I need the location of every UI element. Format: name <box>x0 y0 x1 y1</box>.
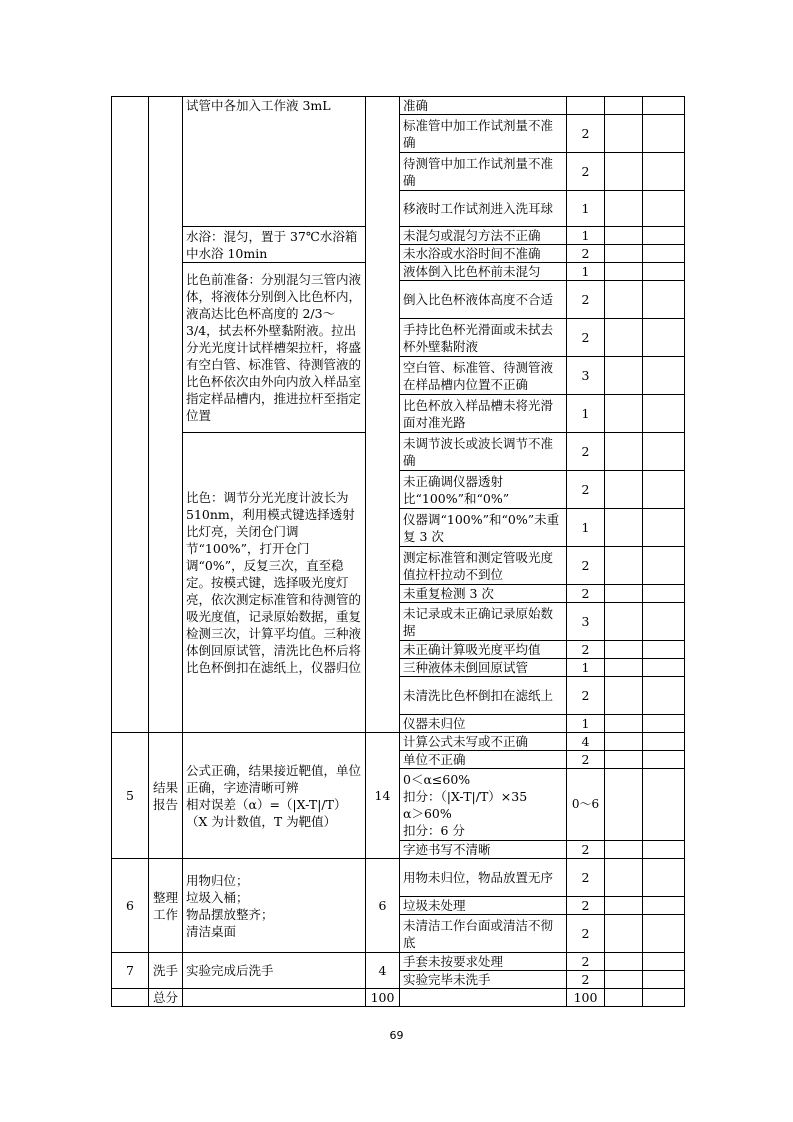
cell-blank <box>605 641 643 659</box>
cell-blank <box>605 281 643 319</box>
deduction-item: 准确 <box>400 97 567 115</box>
cell-blank <box>643 509 685 547</box>
deduction-score: 2 <box>567 953 605 971</box>
section-number: 5 <box>112 733 149 859</box>
deduction-item: 未正确调仪器透射比“100%”和“0%” <box>400 471 567 509</box>
cell-blank <box>643 989 685 1007</box>
cell-blank <box>643 357 685 395</box>
cell-blank <box>605 319 643 357</box>
formula-line: 0＜α≤60% <box>403 771 471 787</box>
cell-blank <box>605 677 643 715</box>
deduction-item: 未调节波长或波长调节不准确 <box>400 433 567 471</box>
deduction-item: 未水浴或水浴时间不准确 <box>400 245 567 263</box>
cell-blank <box>605 191 643 227</box>
deduction-score: 2 <box>567 841 605 859</box>
deduction-item: 仪器未归位 <box>400 715 567 733</box>
table-row <box>112 97 685 115</box>
cell-blank <box>605 841 643 859</box>
deduction-item: 未正确计算吸光度平均值 <box>400 641 567 659</box>
cell-blank <box>643 953 685 971</box>
cell-blank <box>643 715 685 733</box>
cell-blank <box>605 715 643 733</box>
desc-line: 清洁桌面 <box>186 923 237 939</box>
deduction-score: 1 <box>567 227 605 245</box>
cell-blank <box>643 971 685 989</box>
cell-blank <box>643 859 685 897</box>
deduction-score: 2 <box>567 547 605 585</box>
section-points: 4 <box>366 953 400 989</box>
cell-blank <box>605 659 643 677</box>
page-number: 69 <box>389 1029 404 1042</box>
cell-points <box>366 97 400 733</box>
deduction-score: 2 <box>567 641 605 659</box>
deduction-score: 2 <box>567 971 605 989</box>
cell-blank <box>605 915 643 953</box>
deduction-score: 2 <box>567 859 605 897</box>
deduction-item: 液体倒入比色杯前未混匀 <box>400 263 567 281</box>
cell-blank <box>605 769 643 841</box>
cell-blank <box>643 281 685 319</box>
section-number: 7 <box>112 953 149 989</box>
cell-blank <box>605 115 643 153</box>
formula-line: 扣分：（|X-T|/T）×35 <box>403 788 528 804</box>
deduction-item: 三种液体未倒回原试管 <box>400 659 567 677</box>
deduction-item: 未清洗比色杯倒扣在滤纸上 <box>400 677 567 715</box>
cell-blank <box>643 915 685 953</box>
table-row <box>112 859 685 897</box>
deduction-score: 1 <box>567 395 605 433</box>
cell-blank <box>605 585 643 603</box>
deduction-item: 倒入比色杯液体高度不合适 <box>400 281 567 319</box>
deduction-item: 未重复检测 3 次 <box>400 585 567 603</box>
table-row <box>112 953 685 971</box>
cell-blank <box>643 677 685 715</box>
deduction-score: 2 <box>567 585 605 603</box>
cell-blank <box>183 989 366 1007</box>
deduction-score: 1 <box>567 659 605 677</box>
cell-blank <box>605 245 643 263</box>
cell-blank <box>605 395 643 433</box>
desc-line: （X 为计数值，T 为靶值） <box>186 813 337 829</box>
cell-blank <box>605 989 643 1007</box>
step-desc-water-bath: 水浴：混匀，置于 37℃水浴箱中水浴 10min <box>183 227 366 263</box>
cell-blank <box>112 989 149 1007</box>
cell-blank <box>605 897 643 915</box>
deduction-score: 2 <box>567 245 605 263</box>
deduction-score <box>567 97 605 115</box>
cell-blank <box>605 97 643 115</box>
section-points: 14 <box>366 733 400 859</box>
section-points: 6 <box>366 859 400 953</box>
cell-blank <box>643 603 685 641</box>
table-row <box>112 733 685 751</box>
cell-blank <box>643 751 685 769</box>
total-points: 100 <box>366 989 400 1007</box>
cell-blank <box>643 97 685 115</box>
deduction-item: 实验完毕未洗手 <box>400 971 567 989</box>
cell-blank <box>605 357 643 395</box>
deduction-item: 垃圾未处理 <box>400 897 567 915</box>
desc-line: 物品摆放整齐； <box>186 906 274 922</box>
deduction-item: 未混匀或混匀方法不正确 <box>400 227 567 245</box>
total-label: 总分 <box>149 989 183 1007</box>
deduction-item: 测定标准管和测定管吸光度值拉杆拉动不到位 <box>400 547 567 585</box>
cell-blank <box>605 733 643 751</box>
deduction-score: 1 <box>567 263 605 281</box>
desc-line: 相对误差（α）=（|X-T|/T） <box>186 796 347 812</box>
deduction-score: 1 <box>567 509 605 547</box>
deduction-score: 2 <box>567 915 605 953</box>
cell-blank <box>605 971 643 989</box>
cell-blank <box>643 245 685 263</box>
cell-blank <box>643 115 685 153</box>
section-desc <box>183 733 366 859</box>
desc-line: 公式正确，结果接近靶值，单位正确，字迹清晰可辨 <box>186 762 362 795</box>
deduction-score: 2 <box>567 115 605 153</box>
deduction-item: 未清洁工作台面或清洁不彻底 <box>400 915 567 953</box>
deduction-item: 单位不正确 <box>400 751 567 769</box>
deduction-score: 2 <box>567 433 605 471</box>
deduction-item: 字迹书写不清晰 <box>400 841 567 859</box>
deduction-score: 2 <box>567 677 605 715</box>
deduction-score: 3 <box>567 603 605 641</box>
cell-blank <box>605 859 643 897</box>
cell-blank <box>605 547 643 585</box>
cell-blank <box>643 547 685 585</box>
deduction-score: 2 <box>567 471 605 509</box>
formula-line: α＞60% <box>403 805 452 821</box>
desc-line: 用物归位； <box>186 872 249 888</box>
total-row <box>112 989 685 1007</box>
cell-blank <box>605 433 643 471</box>
cell-blank <box>605 953 643 971</box>
deduction-score: 2 <box>567 897 605 915</box>
cell-blank <box>643 769 685 841</box>
cell-blank <box>643 733 685 751</box>
cell-blank <box>605 153 643 191</box>
section-desc <box>183 859 366 953</box>
cell-blank <box>643 585 685 603</box>
cell-num <box>112 97 149 733</box>
cell-blank <box>643 471 685 509</box>
deduction-score: 4 <box>567 733 605 751</box>
deduction-item: 移液时工作试剂进入洗耳球 <box>400 191 567 227</box>
cell-blank <box>643 841 685 859</box>
cell-blank <box>605 263 643 281</box>
deduction-item: 比色杯放入样品槽未将光滑面对准光路 <box>400 395 567 433</box>
deduction-score: 2 <box>567 281 605 319</box>
deduction-item: 手套未按要求处理 <box>400 953 567 971</box>
deduction-item: 手持比色杯光滑面或未拭去杯外壁黏附液 <box>400 319 567 357</box>
deduction-item: 待测管中加工作试剂量不准确 <box>400 153 567 191</box>
section-desc: 实验完成后洗手 <box>183 953 366 989</box>
cell-blank <box>643 263 685 281</box>
section-name: 洗手 <box>149 953 183 989</box>
cell-blank <box>605 751 643 769</box>
cell-blank <box>643 395 685 433</box>
desc-line: 垃圾入桶； <box>186 889 249 905</box>
cell-blank <box>643 433 685 471</box>
section-name: 结果报告 <box>149 733 183 859</box>
section-name: 整理工作 <box>149 859 183 953</box>
cell-blank <box>643 227 685 245</box>
deduction-item: 仪器调“100%”和“0%”未重复 3 次 <box>400 509 567 547</box>
deduction-score: 1 <box>567 715 605 733</box>
cell-blank <box>643 153 685 191</box>
deduction-item: 空白管、标准管、待测管液在样品槽内位置不正确 <box>400 357 567 395</box>
deduction-item: 计算公式未写或不正确 <box>400 733 567 751</box>
cell-blank <box>605 471 643 509</box>
scoring-table <box>111 96 685 1007</box>
deduction-score: 1 <box>567 191 605 227</box>
cell-blank <box>643 191 685 227</box>
cell-blank <box>643 659 685 677</box>
step-desc-colorimetry: 比色：调节分光光度计波长为 510nm，利用模式键选择透射比灯亮，关闭仓门调节“100%”，打开仓门调“0%”，反复三次，直至稳定。按模式键，选择吸光度灯亮，依次测定标准管和待测管的吸光度值，记录原始数据，重复检测三次，计算平均值。三种液体倒回原试管，清洗比色杯后将比色杯倒扣在滤纸上，仪器归位 <box>183 433 366 733</box>
cell-blank <box>400 989 567 1007</box>
cell-blank <box>643 641 685 659</box>
cell-blank <box>643 319 685 357</box>
deduction-item: 标准管中加工作试剂量不准确 <box>400 115 567 153</box>
cell-name <box>149 97 183 733</box>
cell-blank <box>605 227 643 245</box>
cell-blank <box>605 603 643 641</box>
cell-blank <box>643 897 685 915</box>
deduction-score: 2 <box>567 319 605 357</box>
deduction-item <box>400 769 567 841</box>
deduction-score: 0～6 <box>567 769 605 841</box>
deduction-item: 用物未归位，物品放置无序 <box>400 859 567 897</box>
cell-blank <box>605 509 643 547</box>
deduction-item: 未记录或未正确记录原始数据 <box>400 603 567 641</box>
formula-line: 扣分：6 分 <box>403 822 465 838</box>
deduction-score: 2 <box>567 751 605 769</box>
section-number: 6 <box>112 859 149 953</box>
step-desc-add-reagent: 试管中各加入工作液 3mL <box>183 97 366 227</box>
step-desc-prep: 比色前准备：分别混匀三管内液体，将液体分别倒入比色杯内，液高达比色杯高度的 2/3～3/4，拭去杯外壁黏附液。拉出分光光度计试样槽架拉杆，将盛有空白管、标准管、待测管液的比色杯依次由外向内放入样品室指定样品槽内，推进拉杆至指定位置 <box>183 263 366 433</box>
deduction-score: 2 <box>567 153 605 191</box>
deduction-score: 3 <box>567 357 605 395</box>
total-score: 100 <box>567 989 605 1007</box>
